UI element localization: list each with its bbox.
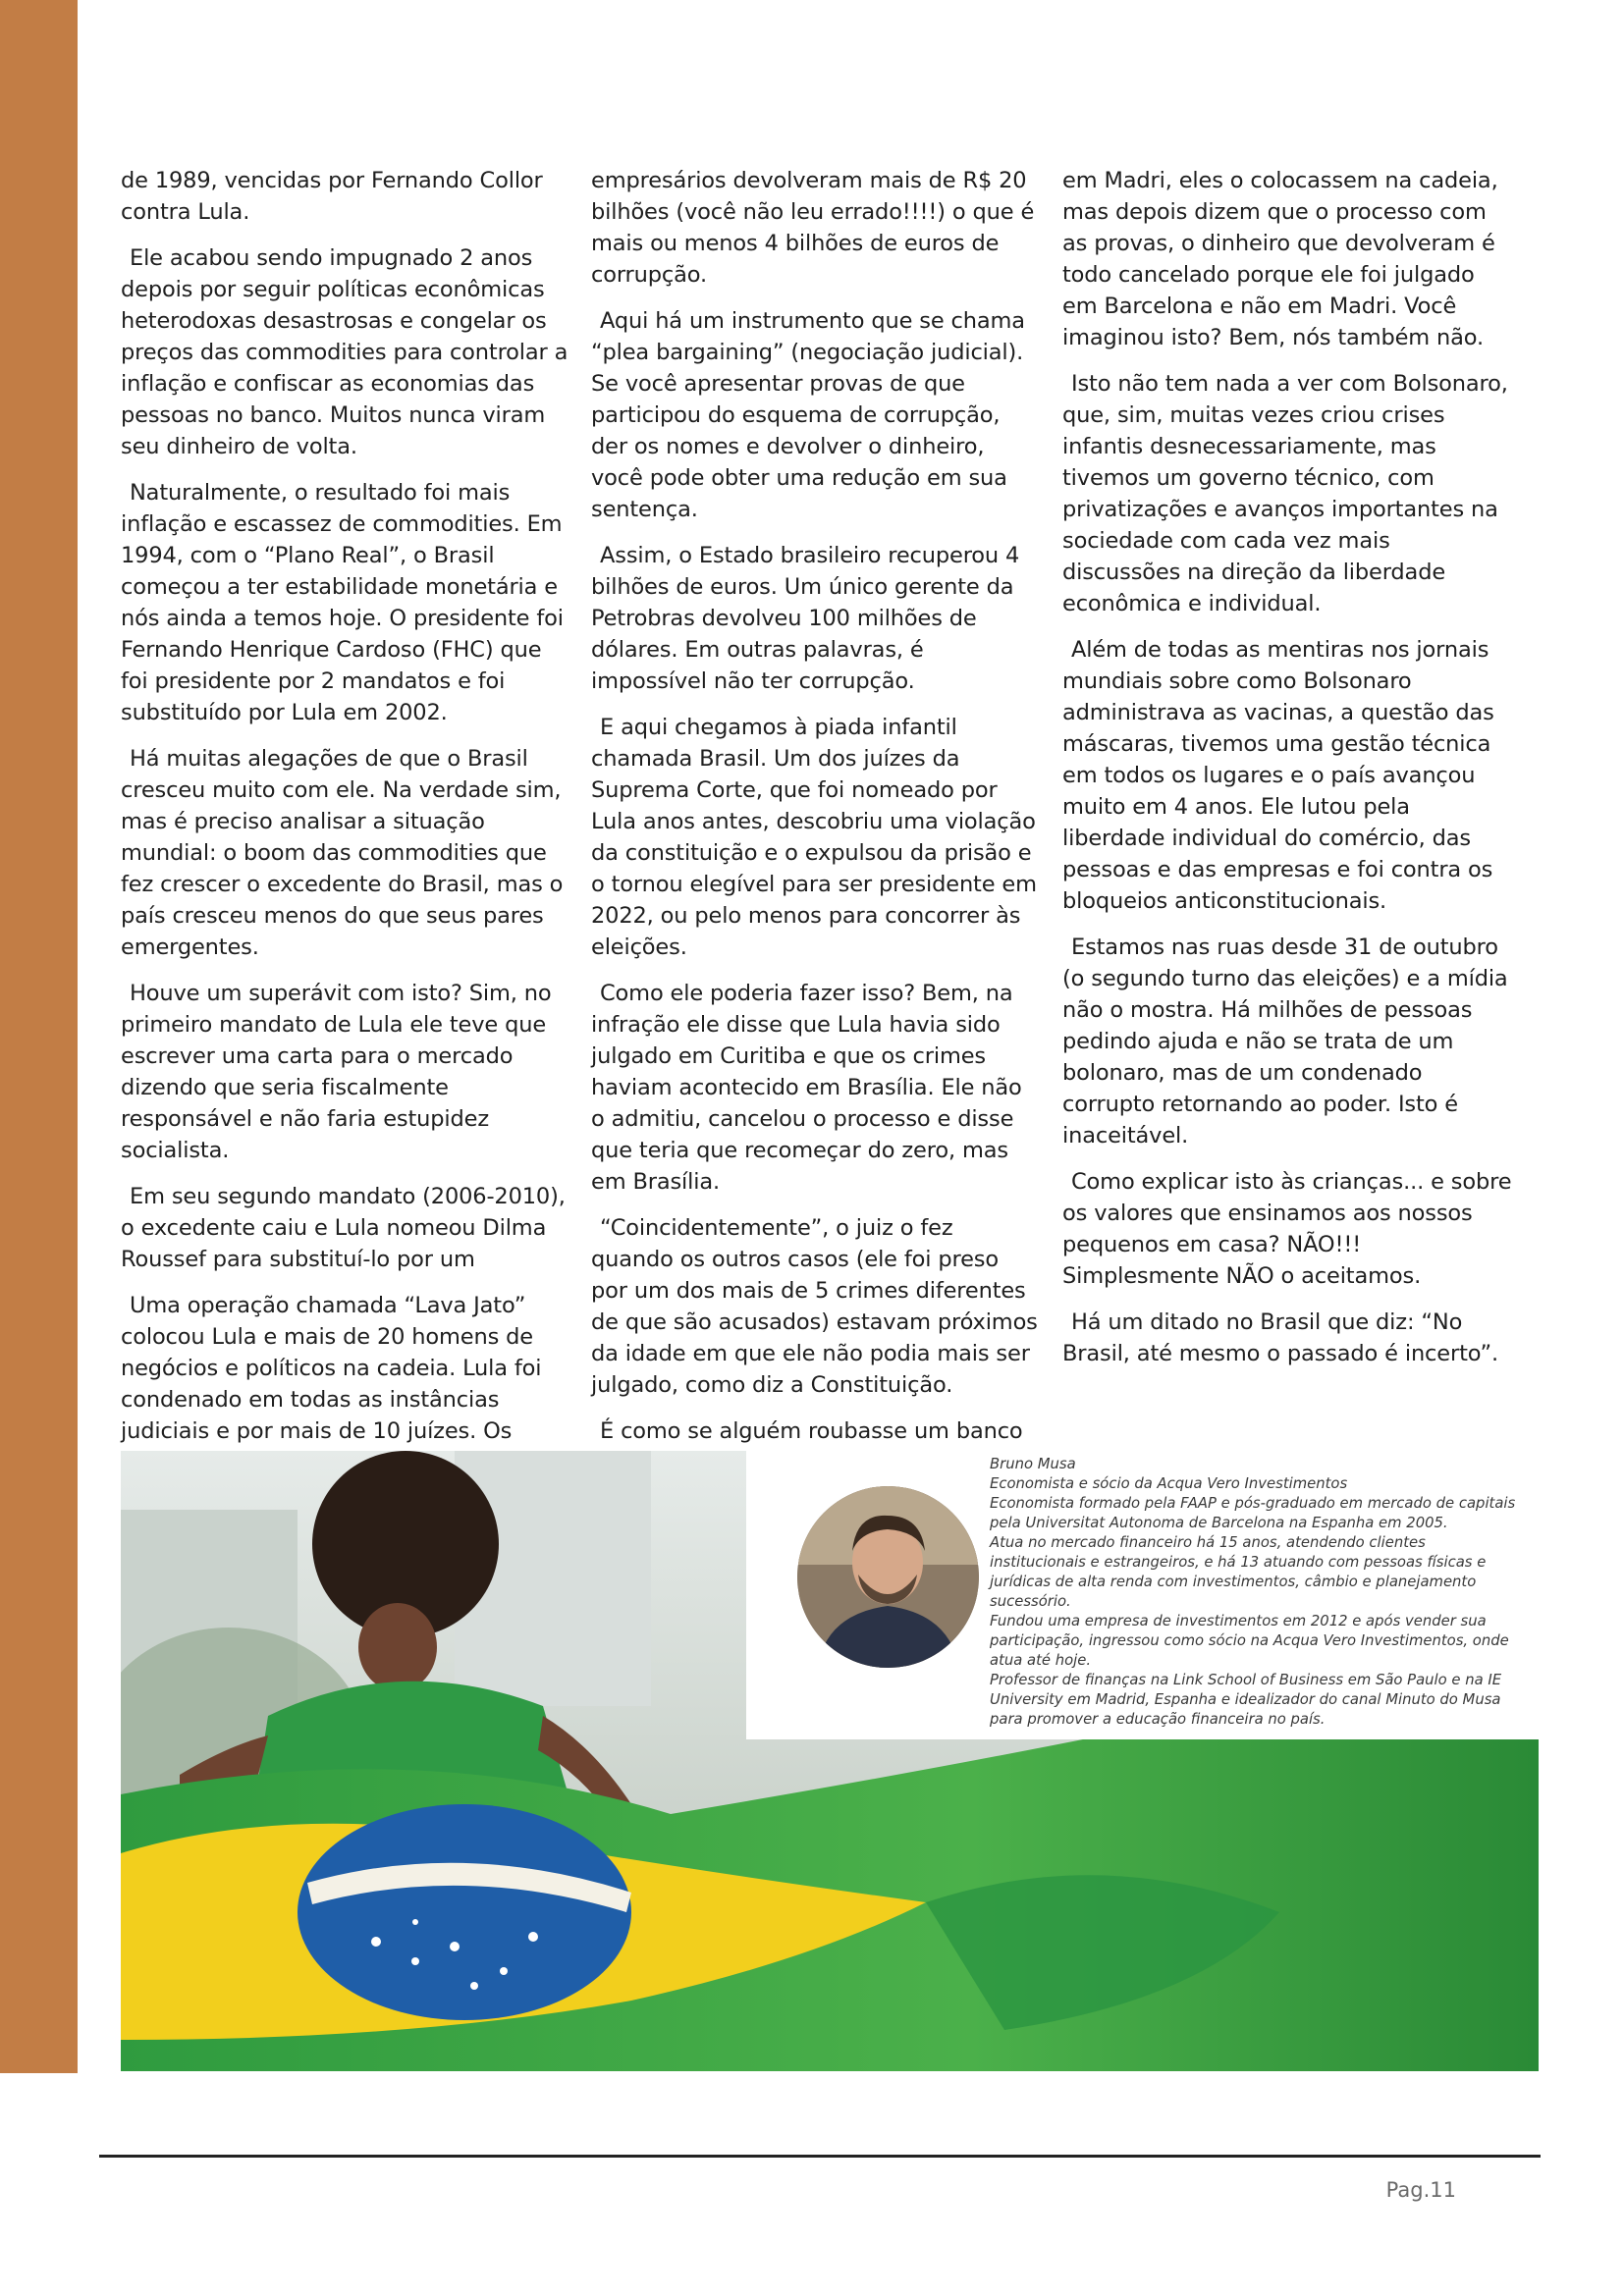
paragraph: de 1989, vencidas por Fernando Collor contra Lula.: [121, 168, 543, 225]
author-role: Economista e sócio da Acqua Vero Investimentos: [990, 1475, 1348, 1492]
paragraph: em Madri, eles o colocassem na cadeia, mas depois dizem que o processo com as provas, o dinheiro que devolveram é todo cancelado porque ele foi julgado em Barcelona e não em Madri. Você imaginou isto? Bem, nós também não.: [1062, 168, 1498, 350]
paragraph: Ele acabou sendo impugnado 2 anos depois por seguir políticas econômicas heterodoxas desastrosas e congelar os preços das commodities para controlar a inflação e confiscar as economias das pessoas no banco. Muitos nunca viram seu dinheiro de volta.: [121, 245, 568, 459]
author-avatar: [797, 1486, 979, 1668]
footer-divider: [99, 2155, 1541, 2158]
paragraph: Há um ditado no Brasil que diz: “No Brasil, até mesmo o passado é incerto”.: [1062, 1309, 1499, 1366]
author-bio: [990, 1455, 1520, 1730]
paragraph: “Coincidentemente”, o juiz o fez quando os outros casos (ele foi preso por um dos mais de 5 crimes diferentes de que são acusados) estavam próximos da idade em que ele não podia mais ser julgado, como diz a Constituição.: [591, 1215, 1038, 1398]
paragraph: empresários devolveram mais de R$ 20 bilhões (você não leu errado!!!!) o que é mais ou menos 4 bilhões de euros de corrupção.: [591, 168, 1035, 288]
article-column-2: [591, 165, 1041, 1462]
paragraph: Como ele poderia fazer isso? Bem, na infração ele disse que Lula havia sido julgado em Curitiba e que os crimes haviam acontecido em Brasília. Ele não o admitiu, cancelou o processo e disse que teria que recomeçar do zero, mas em Brasília.: [591, 981, 1022, 1195]
paragraph: Há muitas alegações de que o Brasil cresceu muito com ele. Na verdade sim, mas é preciso analisar a situação mundial: o boom das commodities que fez crescer o excedente do Brasil, mas o país cresceu menos do que seus pares emergentes.: [121, 746, 564, 960]
paragraph: Naturalmente, o resultado foi mais inflação e escassez de commodities. Em 1994, com o “Plano Real”, o Brasil começou a ter estabilidade monetária e nós ainda a temos hoje. O presidente foi Fernando Henrique Cardoso (FHC) que foi presidente por 2 mandatos e foi substituído por Lula em 2002.: [121, 480, 564, 725]
paragraph: Aqui há um instrumento que se chama “plea bargaining” (negociação judicial). Se você apresentar provas de que participou do esquema de corrupção, der os nomes e devolver o dinheiro, você pode obter uma redução em sua sentença.: [591, 308, 1025, 522]
paragraph: Como explicar isto às crianças... e sobre os valores que ensinamos aos nossos pequenos em casa? NÃO!!! Simplesmente NÃO o aceitamos.: [1062, 1169, 1512, 1289]
paragraph: E aqui chegamos à piada infantil chamada Brasil. Um dos juízes da Suprema Corte, que foi nomeado por Lula anos antes, descobriu uma violação da constituição e o expulsou da prisão e o tornou elegível para ser presidente em 2022, ou pelo menos para concorrer às eleições.: [591, 715, 1037, 960]
page-number: Pag.11: [1385, 2178, 1456, 2202]
author-bio-panel: [746, 1445, 1546, 1739]
paragraph: É como se alguém roubasse um banco: [600, 1418, 1023, 1444]
paragraph: Uma operação chamada “Lava Jato” colocou Lula e mais de 20 homens de negócios e políticos na cadeia. Lula foi condenado em todas as instâncias judiciais e por mais de 10 juízes. Os: [121, 1293, 542, 1444]
accent-sidebar-bar: [0, 0, 78, 2073]
author-name: Bruno Musa: [990, 1456, 1076, 1472]
article-column-1: [121, 165, 570, 1462]
author-bio-line: Fundou uma empresa de investimentos em 2012 e após vender sua participação, ingressou como sócio na Acqua Vero Investimentos, onde atua até hoje.: [990, 1613, 1509, 1669]
paragraph: Em seu segundo mandato (2006-2010), o excedente caiu e Lula nomeou Dilma Roussef para substituí-lo por um: [121, 1184, 566, 1272]
paragraph: Além de todas as mentiras nos jornais mundiais sobre como Bolsonaro administrava as vacinas, a questão das máscaras, tivemos uma gestão técnica em todos os lugares e o país avançou muito em 4 anos. Ele lutou pela liberdade individual do comércio, das pessoas e das empresas e foi contra os bloqueios anticonstitucionais.: [1062, 637, 1494, 914]
paragraph: Assim, o Estado brasileiro recuperou 4 bilhões de euros. Um único gerente da Petrobras devolveu 100 milhões de dólares. Em outras palavras, é impossível não ter corrupção.: [591, 543, 1020, 694]
author-bio-line: Atua no mercado financeiro há 15 anos, atendendo clientes institucionais e estrangeiros, e há 13 atuando com pessoas físicas e jurídicas de alta renda com investimentos, câmbio e planejamento sucessório.: [990, 1534, 1487, 1610]
paragraph: Estamos nas ruas desde 31 de outubro (o segundo turno das eleições) e a mídia não o mostra. Há milhões de pessoas pedindo ajuda e não se trata de um bolonaro, mas de um condenado corrupto retornando ao poder. Isto é inaceitável.: [1062, 934, 1508, 1148]
paragraph: Isto não tem nada a ver com Bolsonaro, que, sim, muitas vezes criou crises infantis desnecessariamente, mas tivemos um governo técnico, com privatizações e avanços importantes na sociedade com cada vez mais discussões na direção da liberdade econômica e individual.: [1062, 371, 1508, 616]
article-column-3: [1062, 165, 1512, 1384]
author-bio-line: Professor de finanças na Link School of Business em São Paulo e na IE University em Madrid, Espanha e idealizador do canal Minuto do Musa para promover a educação financeira no país.: [990, 1672, 1502, 1728]
paragraph: Houve um superávit com isto? Sim, no primeiro mandato de Lula ele teve que escrever uma carta para o mercado dizendo que seria fiscalmente responsável e não faria estupidez socialista.: [121, 981, 552, 1163]
author-bio-line: Economista formado pela FAAP e pós-graduado em mercado de capitais pela Universitat Autonoma de Barcelona na Espanha em 2005.: [990, 1495, 1516, 1531]
